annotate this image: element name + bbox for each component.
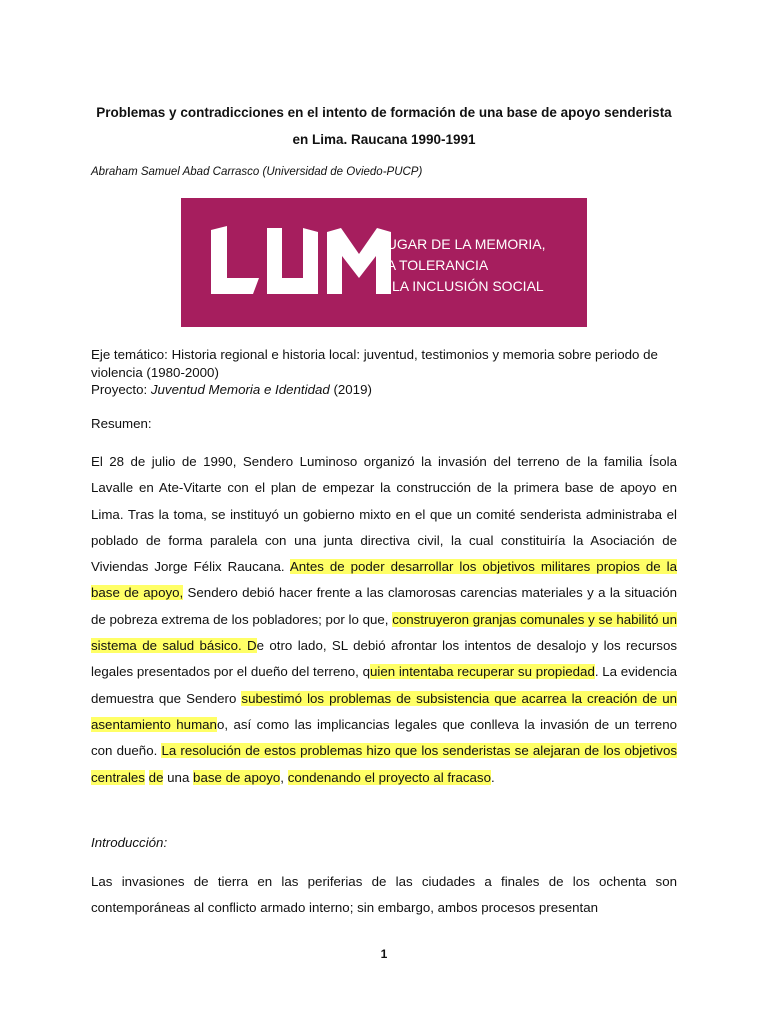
resumen-paragraph xyxy=(91,449,677,791)
introduccion-heading: Introducción: xyxy=(91,835,168,850)
document-title-line-1: Problemas y contradicciones en el intento de formación de una base de apoyo senderista xyxy=(96,105,672,120)
logo-text-line-1: LUGAR DE LA MEMORIA, xyxy=(379,236,546,252)
highlighted-text: La resolución de estos problemas hizo que los senderistas se alejaran de los objetivos centrales xyxy=(91,743,677,785)
highlighted-text: construyeron granjas comunales y se habilitó un sistema de salud básico. D xyxy=(91,611,677,654)
paragraph-text: El 28 de julio de 1990, Sendero Luminoso organizó la invasión del terreno de la familia Ísola Lavalle en Ate-Vitarte con el plan de empezar la construcción de la primera base de apoyo en Lima. Tras la toma, se instituyó un gobierno mixto en el que un comité senderista administraba el poblado de forma paralela con una junta directiva civil, la cual constituiría la Asociación de Viviendas Jorge Félix Raucana. xyxy=(91,454,677,575)
paragraph-text: . xyxy=(490,769,495,785)
resumen-heading: Resumen: xyxy=(91,416,152,431)
highlighted-text: Antes de poder desarrollar los objetivos militares propios de la base de apoyo, xyxy=(91,559,678,601)
eje-text: Historia regional e historia local: juventud, testimonios y memoria sobre periodo de violencia (1980-2000) xyxy=(91,347,658,380)
paragraph-text: e otro lado, SL debió afrontar los intentos de desalojo y los recursos legales presentados por el dueño del terreno, q xyxy=(91,638,677,680)
logo-text-line-3: Y LA INCLUSIÓN SOCIAL xyxy=(379,278,544,294)
eje-tematico xyxy=(91,346,691,381)
highlighted-text: condenando el proyecto al fracaso xyxy=(287,769,491,785)
highlighted-text: de xyxy=(148,769,164,785)
highlighted-text: subestimó los problemas de subsistencia que acarrea la creación de un asentamiento human xyxy=(91,690,677,732)
paragraph-text: . La evidencia demuestra que Sendero xyxy=(91,664,677,706)
author-line: Abraham Samuel Abad Carrasco (Universidad de Oviedo-PUCP) xyxy=(91,166,423,178)
page-number: 1 xyxy=(380,947,388,961)
highlighted-text: uien intentaba recuperar su propiedad xyxy=(369,664,595,680)
paragraph-text: Sendero debió hacer frente a las clamorosas carencias materiales y a la situación de pobreza extrema de los pobladores; por lo que, xyxy=(91,585,677,627)
lum-logo xyxy=(181,198,587,327)
proyecto-label: Proyecto: xyxy=(91,382,151,397)
paragraph-text: una xyxy=(163,769,194,785)
proyecto-year: (2019) xyxy=(329,382,372,397)
logo-text-line-2: LA TOLERANCIA xyxy=(379,257,489,273)
document-title-line-2: en Lima. Raucana 1990-1991 xyxy=(292,132,476,147)
proyecto-title: Juventud Memoria e Identidad xyxy=(150,382,330,397)
paragraph-text: , xyxy=(280,769,288,785)
eje-label: Eje temático: xyxy=(91,347,168,362)
proyecto-line xyxy=(91,381,691,399)
paragraph-text: o, así como las implicancias legales que conlleva la invasión de un terreno con dueño. xyxy=(91,716,677,759)
highlighted-text: base de apoyo xyxy=(193,769,281,785)
introduccion-paragraph: Las invasiones de tierra en las periferias de las ciudades a finales de los ochenta son contemporáneas al conflicto armado interno; sin embargo, ambos procesos presentan xyxy=(91,874,677,916)
